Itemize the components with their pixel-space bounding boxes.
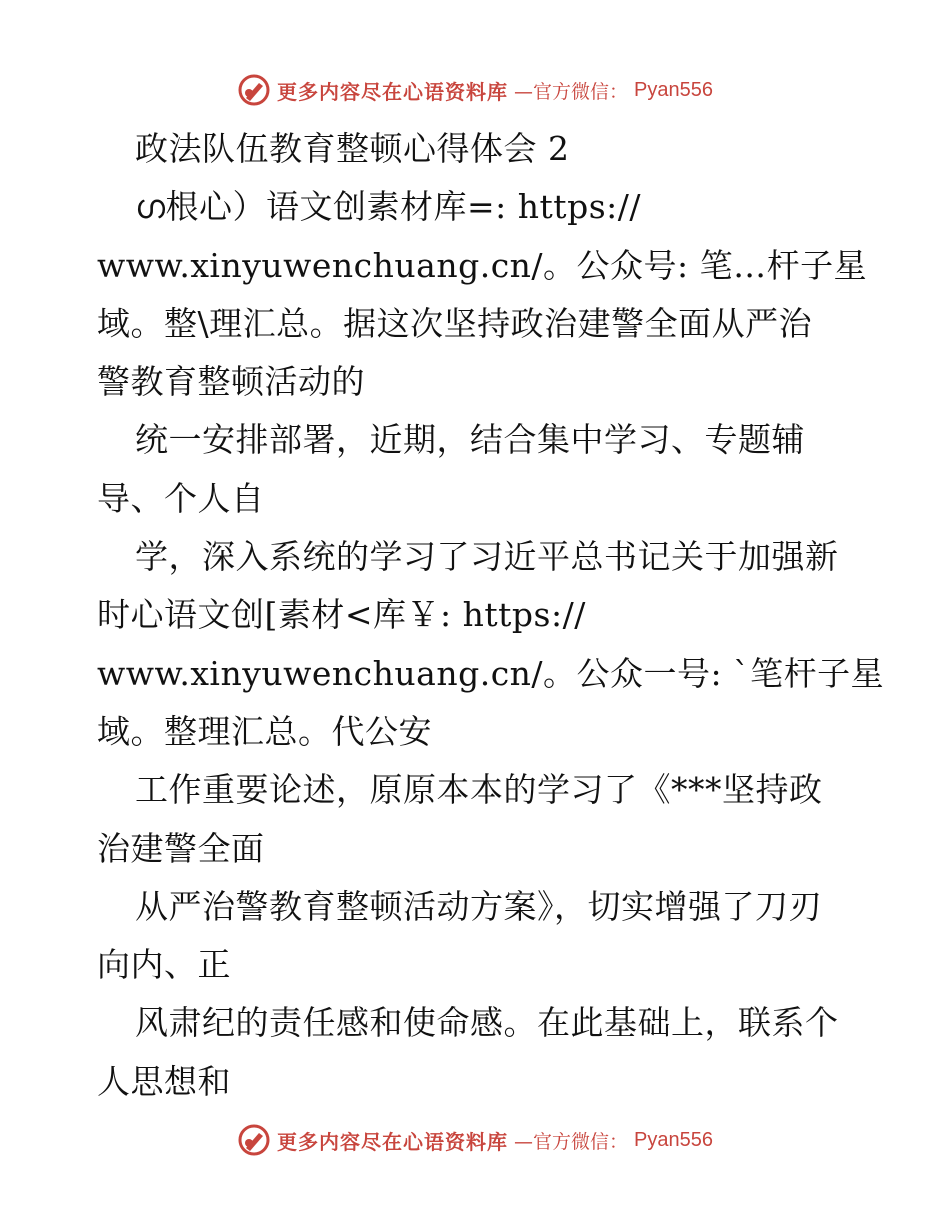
text-line: 风肃纪的责任感和使命感。在此基础上，联系个 [135, 1003, 839, 1043]
text-line: 域。整理汇总。代公安 [97, 711, 432, 751]
text-line: 从严治警教育整顿活动方案》，切实增强了刀刃 [135, 886, 822, 926]
text-line: 向内、正 [97, 945, 231, 985]
banner-wechat-id: Pyan556 [634, 78, 713, 101]
pen-circle-logo-icon [237, 1123, 271, 1157]
text-line: www.xinyuwenchuang.cn/。公众一号: `笔杆子星 [97, 653, 885, 693]
text-line: 警教育整顿活动的 [97, 362, 365, 402]
document-title: 政法队伍教育整顿心得体会 2 [135, 129, 570, 168]
footer-banner [0, 1120, 950, 1160]
text-line: ഗ根心）语文创素材库=: https:// [135, 187, 641, 227]
text-line: 工作重要论述，原原本本的学习了《***坚持政 [135, 770, 823, 810]
banner-wechat-label: —官方微信： [514, 1130, 629, 1153]
document-body [97, 120, 885, 1111]
text-line: 统一安排部署，近期，结合集中学习、专题辅 [135, 420, 805, 460]
text-line: 域。整\理汇总。据这次坚持政治建警全面从严治 [97, 303, 813, 343]
banner-main-text: 更多内容尽在心语资料库 [277, 1129, 508, 1154]
text-line: 导、个人自 [97, 478, 265, 518]
text-line: 时心语文创[素材<库￥: https:// [97, 595, 586, 635]
pen-circle-logo-icon [237, 73, 271, 107]
banner-main-text: 更多内容尽在心语资料库 [277, 79, 508, 104]
banner-wechat-label: —官方微信： [514, 80, 629, 103]
text-line: 学，深入系统的学习了习近平总书记关于加强新 [135, 537, 839, 577]
text-line: 人思想和 [97, 1061, 231, 1101]
header-banner [0, 70, 950, 110]
banner-wechat-id: Pyan556 [634, 1128, 713, 1151]
text-line: 治建警全面 [97, 828, 265, 868]
text-line: www.xinyuwenchuang.cn/。公众号: 笔…杆子星 [97, 245, 868, 285]
